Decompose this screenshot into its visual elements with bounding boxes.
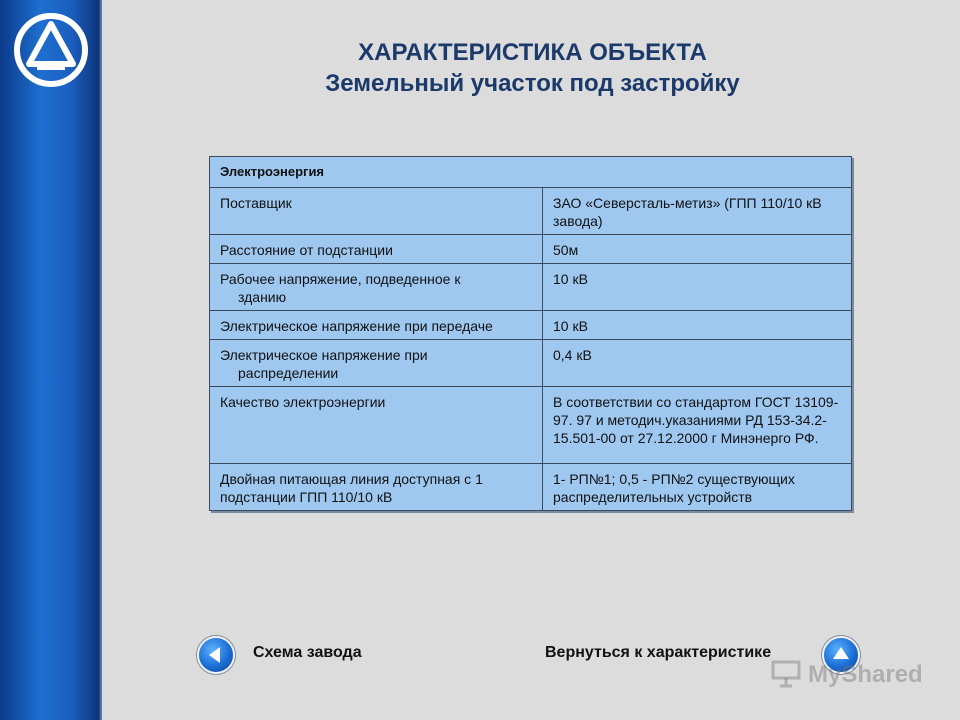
row-value: 10 кВ — [543, 264, 852, 311]
row-value: 10 кВ — [543, 311, 852, 340]
sidebar — [0, 0, 102, 720]
table-row — [210, 264, 852, 311]
row-value: 50м — [543, 235, 852, 264]
row-label: Электрическое напряжение при передаче — [210, 311, 543, 340]
row-label: Расстояние от подстанции — [210, 235, 543, 264]
table-heading: Электроэнергия — [210, 157, 852, 188]
row-value: ЗАО «Северсталь-метиз» (ГПП 110/10 кВ завода) — [543, 188, 852, 235]
spec-table — [209, 156, 852, 511]
row-label: Двойная питающая линия доступная с 1 подстанции ГПП 110/10 кВ — [210, 464, 543, 511]
row-label: Качество электроэнергии — [210, 387, 543, 464]
table-row — [210, 340, 852, 387]
row-label-line2: зданию — [238, 289, 287, 305]
scheme-link[interactable]: Схема завода — [253, 644, 362, 661]
row-label — [210, 264, 543, 311]
page-title: ХАРАКТЕРИСТИКА ОБЪЕКТА — [358, 39, 707, 66]
row-label — [210, 340, 543, 387]
row-value: В соответствии со стандартом ГОСТ 13109-97. 97 и методич.указаниями РД 153-34.2-15.501-00 от 27.12.2000 г Минэнерго РФ. — [543, 387, 852, 464]
watermark-text: MyShared — [808, 661, 923, 688]
row-value: 1- РП№1; 0,5 - РП№2 существующих распределительных устройств — [543, 464, 852, 511]
table-row — [210, 387, 852, 464]
row-label: Поставщик — [210, 188, 543, 235]
table-row — [210, 235, 852, 264]
arrow-left-icon — [199, 638, 233, 672]
watermark — [770, 658, 930, 692]
sidebar-edge — [98, 0, 102, 720]
row-label-line1: Электрическое напряжение при — [220, 347, 428, 363]
back-to-scheme-button[interactable] — [197, 636, 235, 674]
row-label-line2: распределении — [238, 365, 339, 381]
back-to-characteristics-link[interactable]: Вернуться к характеристике — [545, 644, 772, 661]
table-row — [210, 311, 852, 340]
page-subtitle: Земельный участок под застройку — [325, 70, 740, 97]
row-value: 0,4 кВ — [543, 340, 852, 387]
title-block — [200, 38, 865, 100]
presentation-icon — [770, 658, 804, 688]
table-row — [210, 188, 852, 235]
logo-icon — [11, 10, 91, 90]
table-row — [210, 464, 852, 511]
row-label-line1: Рабочее напряжение, подведенное к — [220, 271, 461, 287]
table-heading-row — [210, 157, 852, 188]
